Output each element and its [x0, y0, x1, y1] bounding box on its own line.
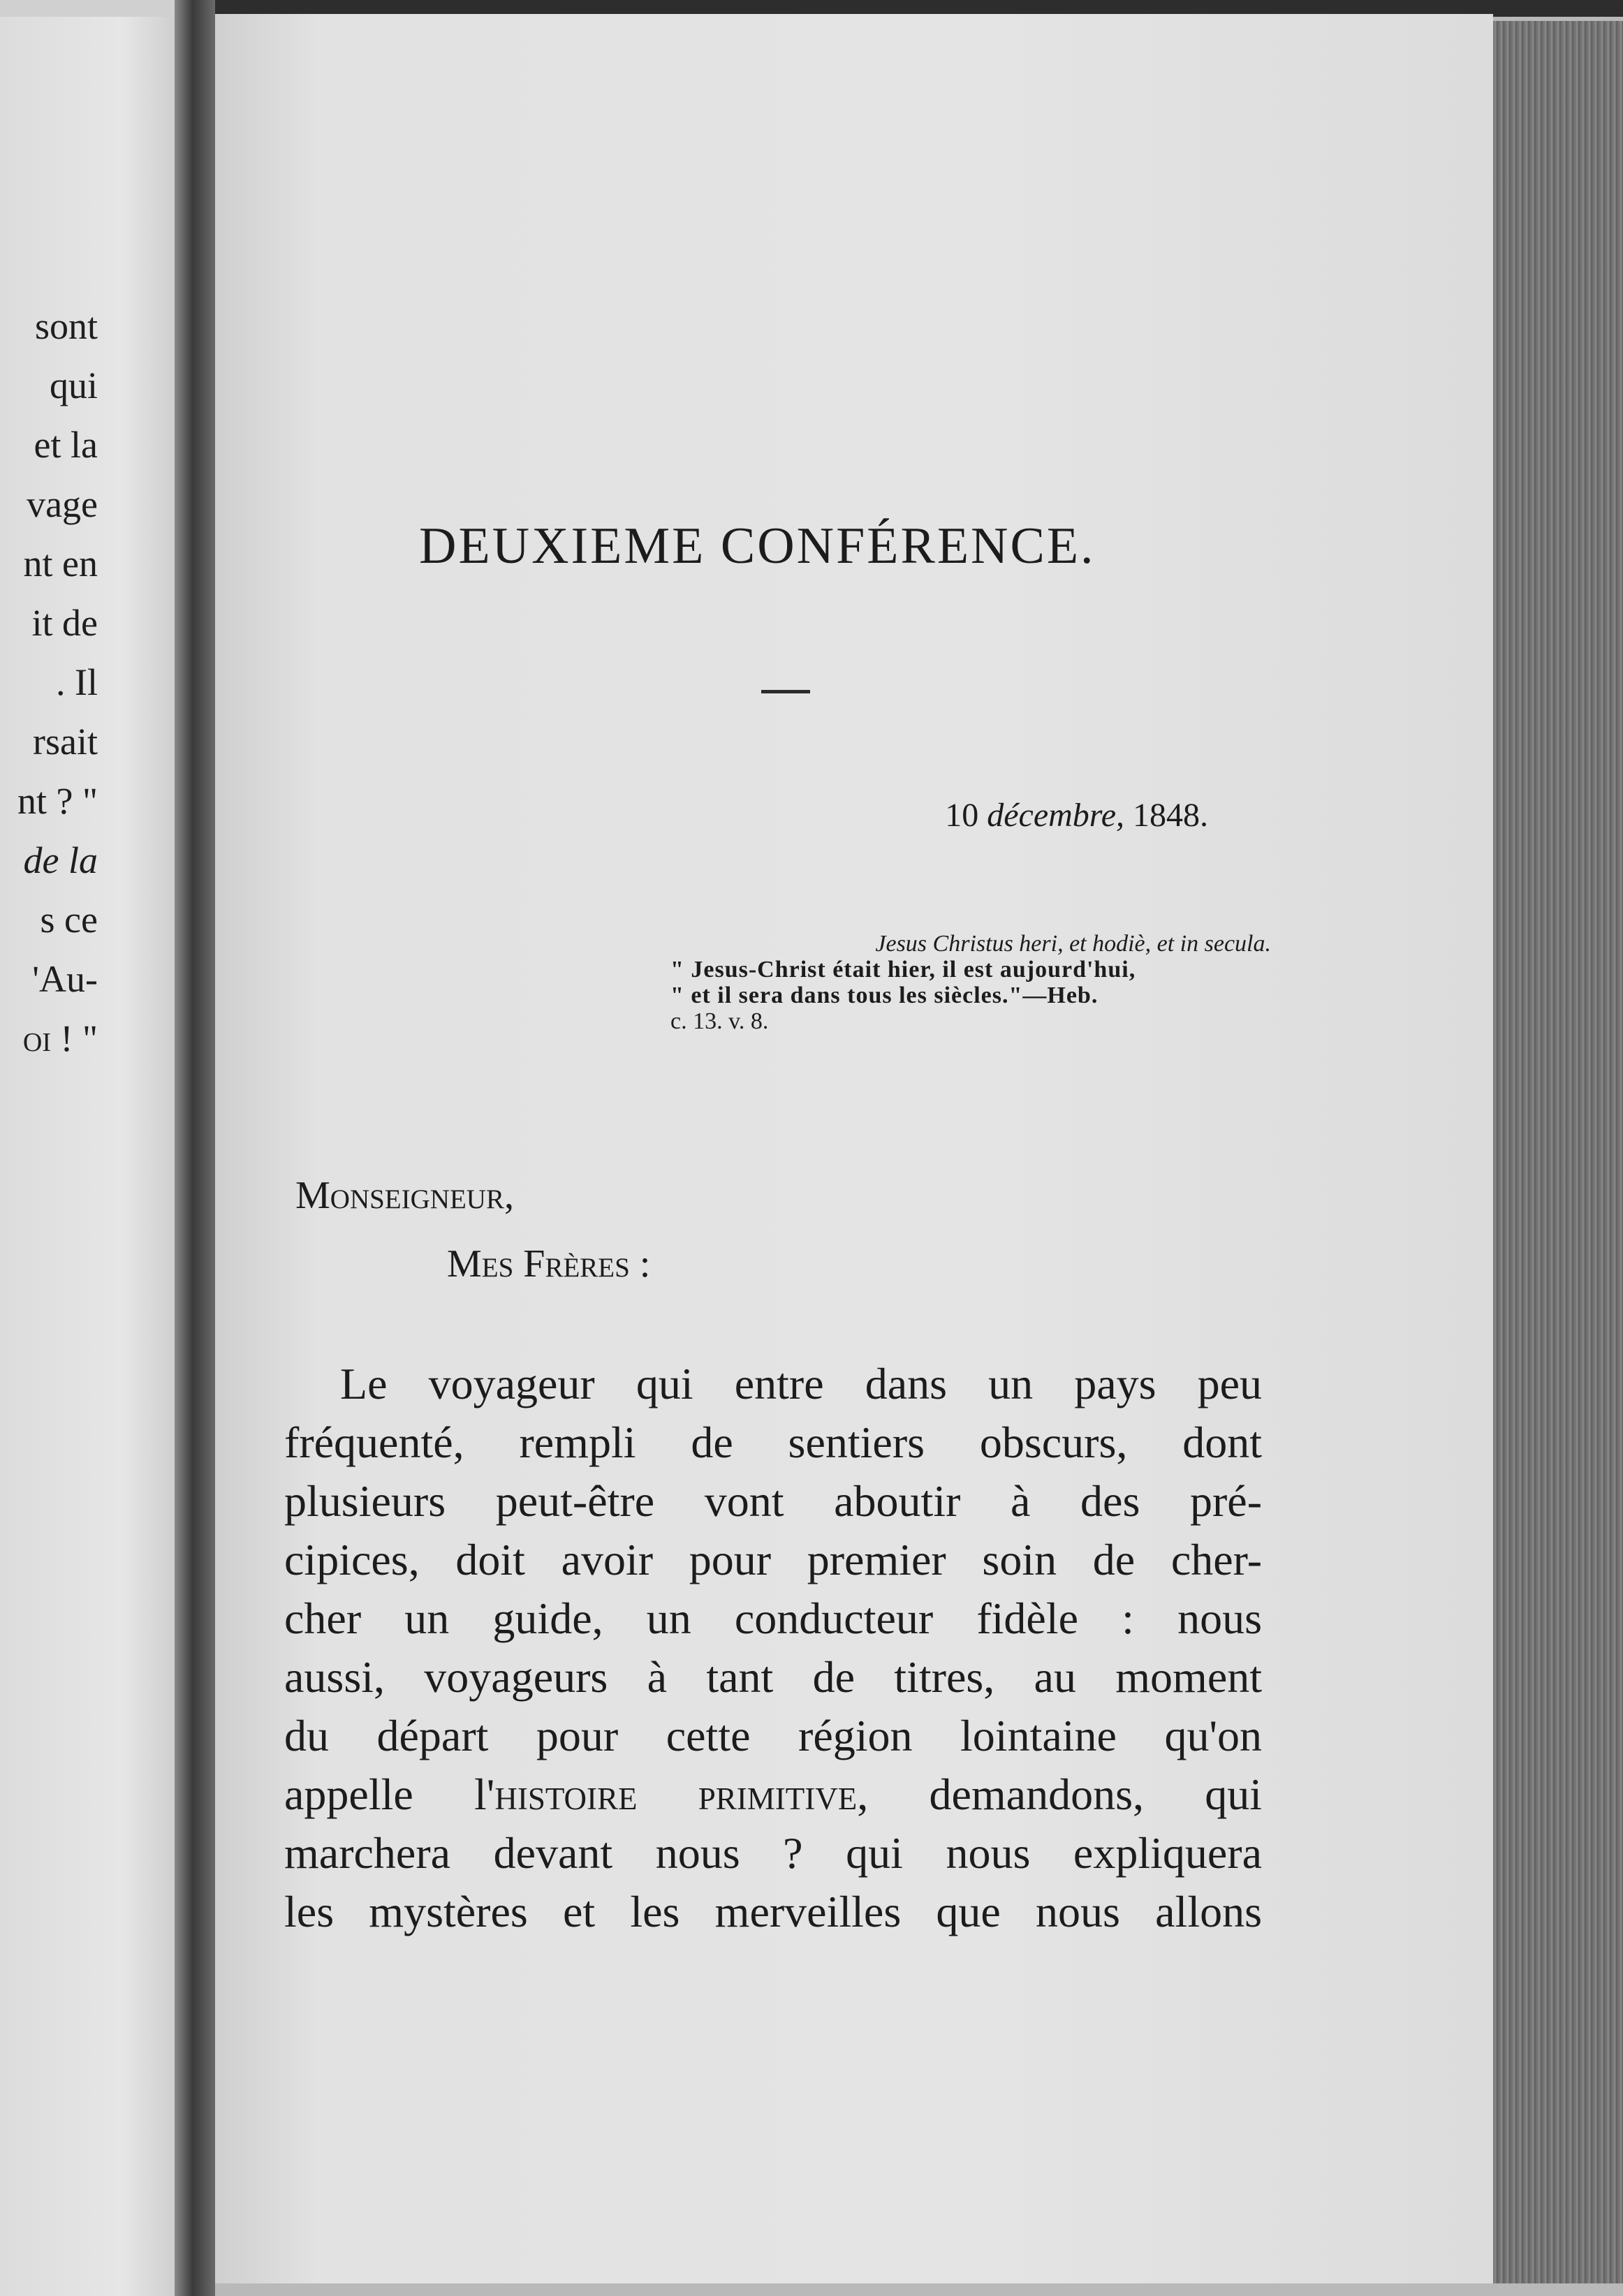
left-line: nt en	[23, 543, 98, 584]
body-text-segment: , demandons, qui	[857, 1769, 1263, 1819]
left-page	[0, 0, 175, 2296]
body-line	[284, 1765, 1262, 1824]
right-page	[215, 14, 1493, 2283]
salutation-freres: Mes Frères :	[447, 1242, 651, 1286]
book-gutter	[175, 0, 215, 2296]
body-text-segment: appelle l'	[284, 1769, 495, 1819]
histoire-primitive-smallcaps: histoire primitive	[494, 1769, 858, 1819]
body-line: cipices, doit avoir pour premier soin de cher-	[284, 1535, 1262, 1584]
body-line: aussi, voyageurs à tant de titres, au moment	[284, 1652, 1262, 1702]
left-line: . Il	[56, 661, 98, 703]
body-line: plusieurs peut-être vont aboutir à des pré-	[284, 1476, 1262, 1526]
date-year: 1848.	[1124, 797, 1208, 834]
left-page-text-fragments	[0, 297, 98, 1068]
left-line: oi ! "	[22, 1017, 98, 1059]
left-line: rsait	[33, 721, 98, 763]
body-line: cher un guide, un conducteur fidèle : nous	[284, 1594, 1262, 1643]
epigraph-french-line: " Jesus-Christ était hier, il est aujourd'hui,	[670, 957, 1136, 983]
salutation-monseigneur: Monseigneur,	[295, 1174, 514, 1217]
page-title: DEUXIEME CONFÉRENCE.	[419, 517, 1096, 575]
left-line: sont	[34, 305, 98, 347]
body-line: marchera devant nous ? qui nous expliquera	[284, 1828, 1262, 1878]
left-line: it de	[31, 602, 98, 644]
left-line: qui	[49, 365, 98, 406]
date-day: 10	[945, 797, 987, 834]
title-rule	[761, 690, 810, 693]
left-line: de la	[23, 839, 98, 881]
left-line: et la	[34, 424, 98, 466]
left-line: nt ? "	[17, 780, 98, 822]
epigraph-latin: Jesus Christus heri, et hodiè, et in secula.	[875, 931, 1271, 957]
left-page-top-edge	[0, 0, 175, 17]
left-line: vage	[27, 483, 98, 525]
left-line: 'Au-	[32, 958, 98, 1000]
epigraph	[670, 931, 1271, 1034]
body-line: les mystères et les merveilles que nous allons	[284, 1887, 1262, 1936]
epigraph-french-line: " et il sera dans tous les siècles."—Heb.	[670, 983, 1099, 1008]
date-line	[901, 796, 1208, 834]
page-edges	[1493, 21, 1623, 2283]
body-line: Le voyageur qui entre dans un pays peu	[340, 1359, 1262, 1408]
date-month: décembre,	[987, 797, 1124, 834]
body-line: fréquenté, rempli de sentiers obscurs, dont	[284, 1418, 1262, 1467]
body-paragraph	[284, 1355, 1262, 1941]
body-line: du départ pour cette région lointaine qu'on	[284, 1711, 1262, 1760]
left-line: s ce	[40, 899, 98, 941]
epigraph-reference: c. 13. v. 8.	[670, 1008, 769, 1034]
